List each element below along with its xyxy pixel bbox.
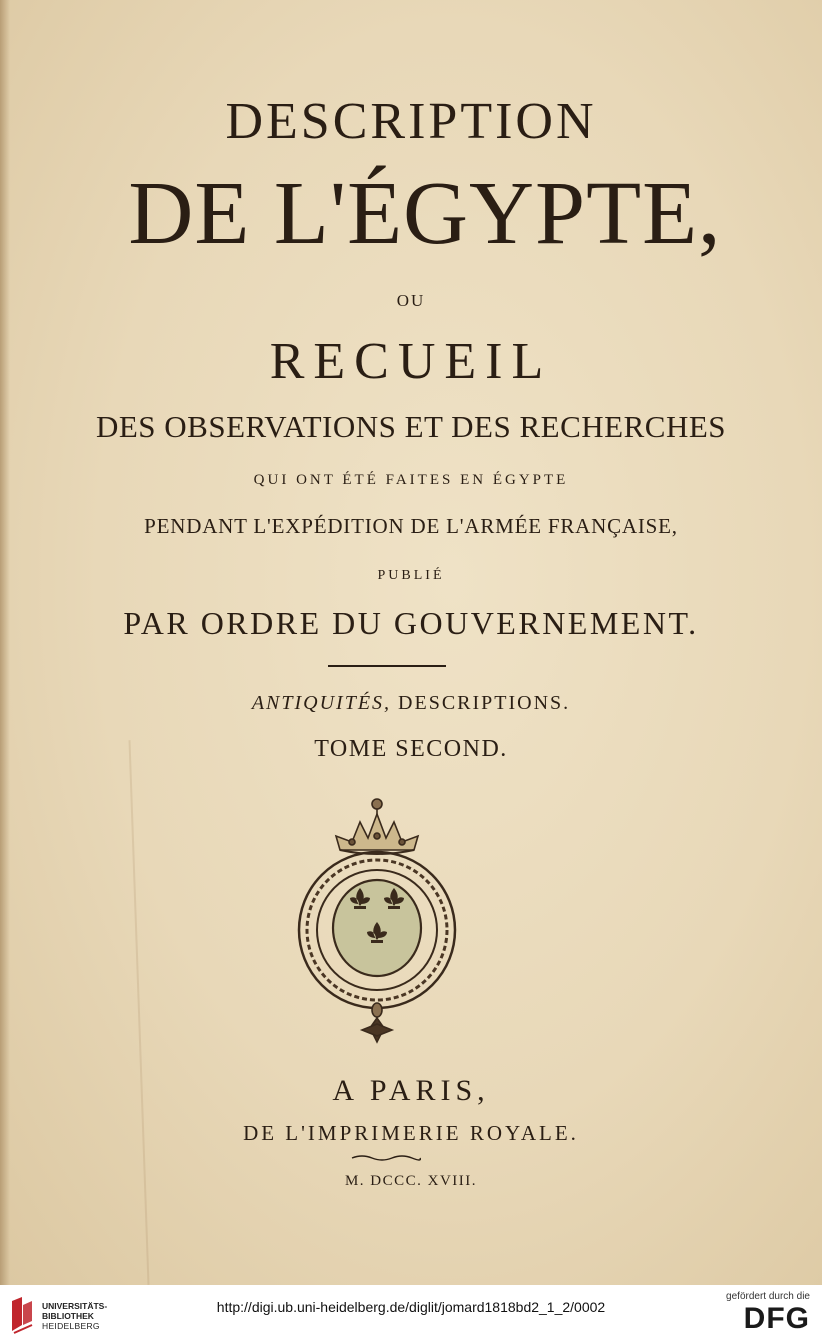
subtitle-observations: DES OBSERVATIONS ET DES RECHERCHES xyxy=(95,409,727,444)
sponsor-caption: gefördert durch die xyxy=(726,1291,810,1302)
ornamental-swash xyxy=(350,1153,422,1163)
imprint-date: M. DCCC. XVIII. xyxy=(344,1173,478,1189)
title-line-recueil: RECUEIL xyxy=(269,333,553,390)
title-line-ou: OU xyxy=(396,291,426,310)
title-line-description: DESCRIPTION xyxy=(225,93,597,150)
imprint-place: A PARIS, xyxy=(332,1074,490,1107)
permalink-url[interactable]: http://digi.ub.uni-heidelberg.de/diglit/jomard1818bd2_1_2/0002 xyxy=(216,1299,606,1315)
subtitle-faites-en-egypte: QUI ONT ÉTÉ FAITES EN ÉGYPTE xyxy=(253,472,569,488)
dfg-logo[interactable]: DFG xyxy=(743,1302,810,1335)
section-italic: ANTIQUITÉS, xyxy=(251,692,392,714)
publie-line: PUBLIÉ xyxy=(377,568,445,583)
library-name-line3: HEIDELBERG xyxy=(42,1321,100,1331)
section-line xyxy=(0,692,822,715)
library-name-line1: UNIVERSITÄTS- xyxy=(42,1301,108,1311)
subtitle-expedition: PENDANT L'EXPÉDITION DE L'ARMÉE FRANÇAISE, xyxy=(144,514,678,538)
viewer-footer xyxy=(0,1285,822,1344)
royal-coat-of-arms-icon xyxy=(290,792,464,1044)
library-name-line2: BIBLIOTHEK xyxy=(42,1311,94,1321)
title-line-egypte: DE L'ÉGYPTE, xyxy=(128,164,722,263)
section-descriptions: DESCRIPTIONS. xyxy=(398,692,571,714)
par-ordre-line: PAR ORDRE DU GOUVERNEMENT. xyxy=(123,605,699,641)
separator-rule xyxy=(328,665,446,667)
volume-line: TOME SECOND. xyxy=(314,736,508,762)
imprint-printer: DE L'IMPRIMERIE ROYALE. xyxy=(243,1121,579,1145)
